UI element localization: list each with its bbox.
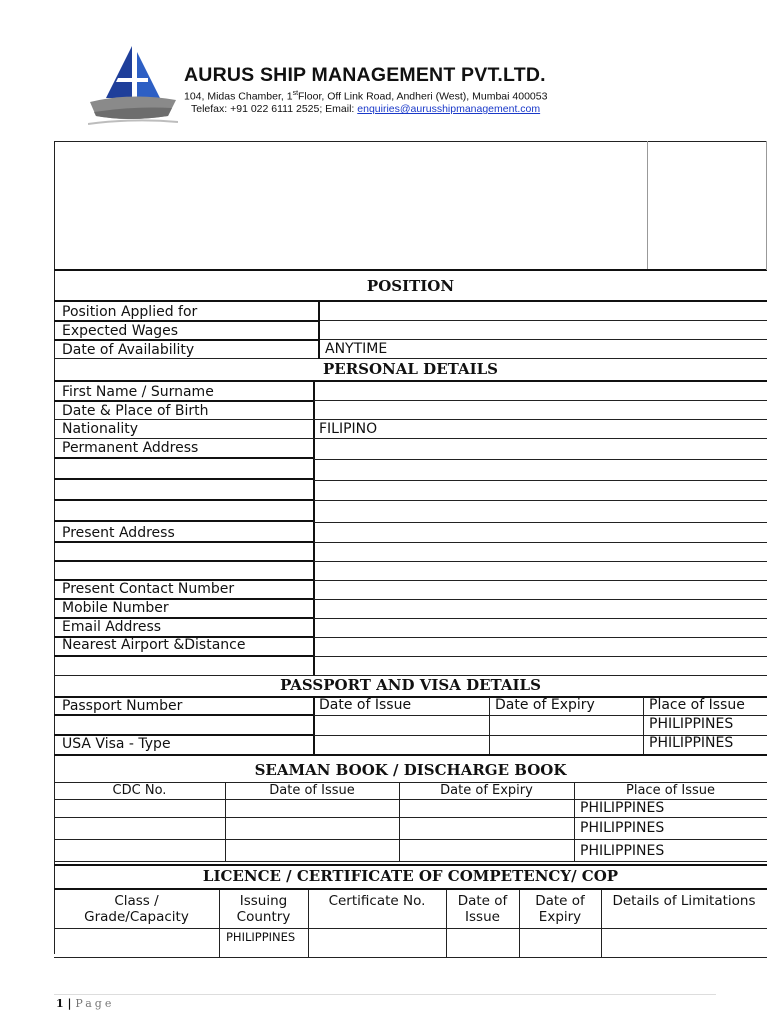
mobile-number-label: Mobile Number: [62, 600, 169, 616]
passport-doe-label: Date of Expiry: [495, 697, 595, 713]
photo-box-bottom: [54, 269, 767, 271]
position-applied-label: Position Applied for: [62, 304, 198, 320]
first-name-label: First Name / Surname: [62, 384, 214, 400]
passport-place-value[interactable]: PHILIPPINES: [649, 716, 734, 732]
row-line: [54, 928, 767, 929]
company-contact: Telefax: +91 022 6111 2525; Email: enquiries@aurusshipmanagement.com: [191, 103, 541, 115]
row-line: [54, 817, 767, 818]
row-line: [54, 478, 313, 480]
row-line: [54, 655, 313, 657]
row-line: [54, 520, 313, 522]
passport-poi-label: Place of Issue: [649, 697, 745, 713]
row-line: [320, 320, 767, 321]
seaman-heading: SEAMAN BOOK / DISCHARGE BOOK: [254, 761, 567, 779]
nearest-airport-label: Nearest Airport &Distance: [62, 637, 246, 653]
company-name: AURUS SHIP MANAGEMENT PVT.LTD.: [184, 64, 546, 86]
row-line: [54, 839, 767, 840]
class-header: Class / Grade/Capacity: [84, 893, 189, 925]
row-line: [54, 499, 313, 501]
contact-number-label: Present Contact Number: [62, 581, 235, 597]
position-heading: POSITION: [366, 277, 455, 295]
row-line: [314, 480, 767, 481]
cdc-no-header: CDC No.: [112, 783, 167, 798]
personal-col-line: [313, 381, 315, 676]
licence-top-line: [54, 864, 767, 866]
licence-heading: LICENCE / CERTIFICATE OF COMPETENCY/ COP: [202, 867, 619, 885]
row-line: [314, 522, 767, 523]
position-heading-line: [54, 300, 767, 302]
availability-label: Date of Availability: [62, 342, 195, 358]
email-link[interactable]: enquiries@aurusshipmanagement.com: [357, 103, 541, 115]
seaman-poi-header: Place of Issue: [626, 783, 715, 798]
email-address-label: Email Address: [62, 619, 162, 635]
nationality-value[interactable]: FILIPINO: [319, 421, 378, 437]
seaman-doe-header: Date of Expiry: [440, 783, 533, 798]
seaman-place-1[interactable]: PHILIPPINES: [580, 800, 665, 816]
certificate-no-header: Certificate No.: [328, 893, 426, 909]
row-line: [314, 542, 767, 543]
licence-country-value[interactable]: PHILIPPINES: [226, 930, 296, 944]
row-line: [54, 457, 313, 459]
licence-heading-line: [54, 888, 767, 890]
row-line: [314, 656, 767, 657]
passport-col-line: [313, 697, 315, 755]
row-line: [314, 400, 767, 401]
dob-label: Date & Place of Birth: [62, 403, 209, 419]
row-line: [314, 500, 767, 501]
personal-heading: PERSONAL DETAILS: [322, 360, 498, 378]
form-left-border: [54, 141, 55, 954]
usa-visa-label: USA Visa - Type: [62, 736, 171, 752]
footer-line: [54, 994, 716, 995]
photo-box-divider: [647, 141, 648, 270]
row-line: [314, 580, 767, 581]
limitations-header: Details of Limitations: [612, 893, 756, 909]
expected-wages-label: Expected Wages: [62, 323, 179, 339]
row-line: [314, 561, 767, 562]
passport-col-line: [643, 697, 644, 755]
row-line: [314, 599, 767, 600]
position-col-line: [318, 301, 320, 359]
row-line: [54, 754, 767, 756]
present-address-label: Present Address: [62, 525, 175, 541]
availability-value[interactable]: ANYTIME: [325, 341, 388, 357]
row-line: [314, 637, 767, 638]
passport-number-label: Passport Number: [62, 698, 183, 714]
company-logo: [88, 42, 178, 126]
licence-doe-header: Date of Expiry: [535, 893, 585, 925]
row-line: [54, 861, 767, 862]
nationality-label: Nationality: [62, 421, 139, 437]
personal-heading-line: [54, 380, 767, 382]
passport-heading: PASSPORT AND VISA DETAILS: [280, 676, 541, 694]
row-line: [54, 957, 767, 958]
row-line: [314, 459, 767, 460]
seaman-doi-header: Date of Issue: [269, 783, 355, 798]
passport-col-line: [489, 697, 490, 755]
page-footer: 1 | Page: [56, 997, 115, 1010]
visa-place-value[interactable]: PHILIPPINES: [649, 735, 734, 751]
row-line: [314, 618, 767, 619]
company-address: 104, Midas Chamber, 1stFloor, Off Link Road, Andheri (West), Mumbai 400053: [184, 90, 548, 103]
passport-doi-label: Date of Issue: [319, 697, 412, 713]
seaman-place-3[interactable]: PHILIPPINES: [580, 843, 665, 859]
photo-box-top: [54, 141, 767, 142]
photo-box-right: [766, 141, 767, 270]
seaman-place-2[interactable]: PHILIPPINES: [580, 820, 665, 836]
row-line: [54, 560, 313, 562]
issuing-country-header: Issuing Country: [236, 893, 291, 925]
licence-doi-header: Date of Issue: [457, 893, 508, 925]
permanent-address-label: Permanent Address: [62, 440, 199, 456]
